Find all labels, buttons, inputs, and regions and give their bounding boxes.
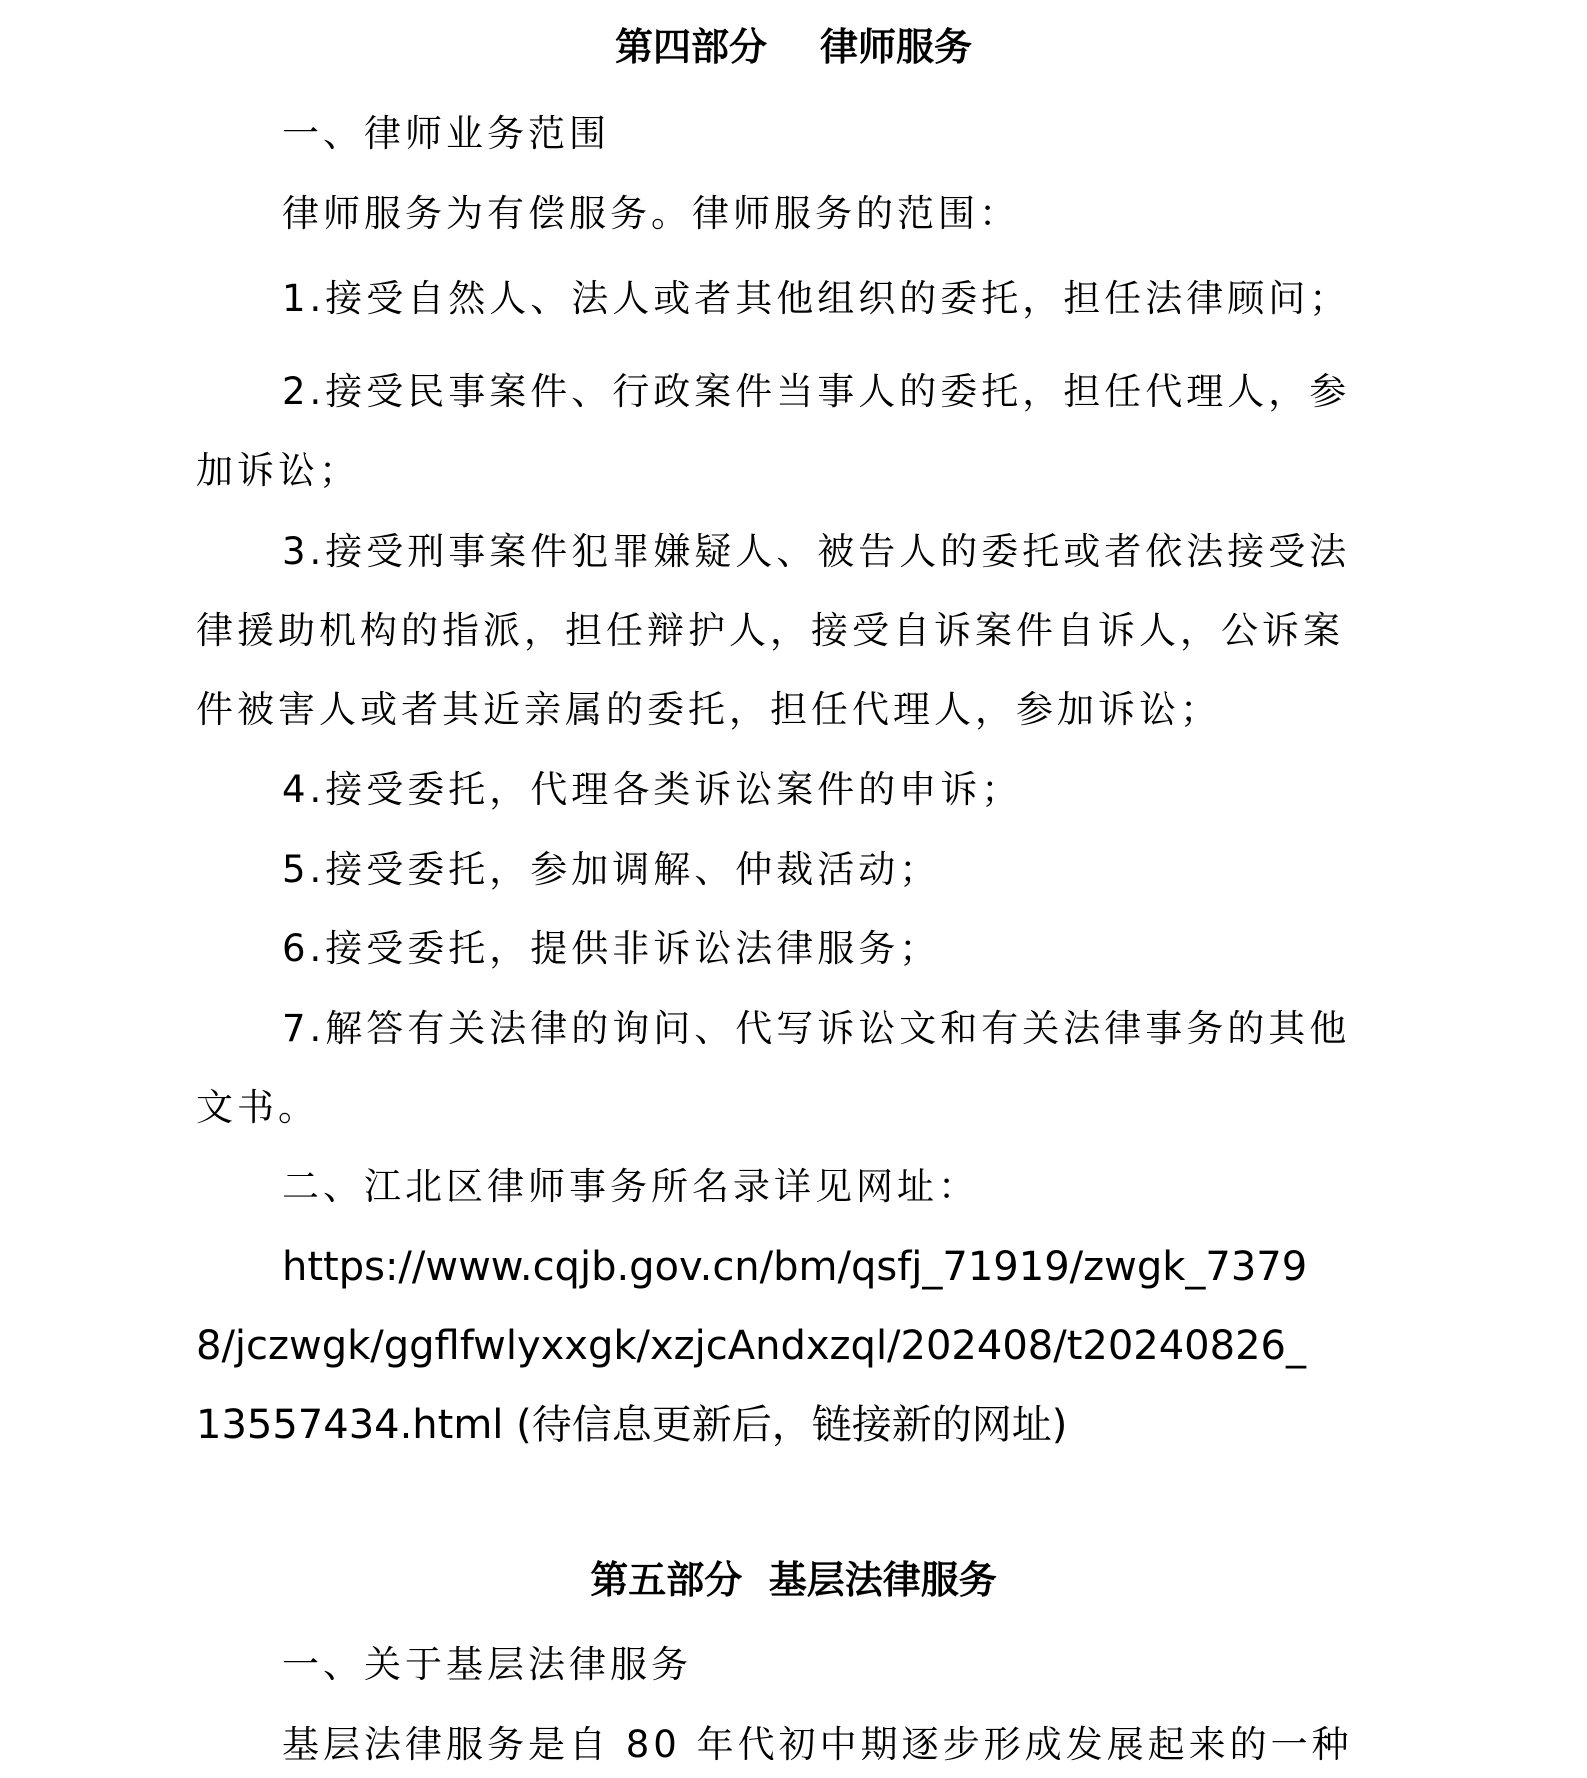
list-item-3-line-3: 件被害人或者其近亲属的委托，担任代理人，参加诉讼； xyxy=(196,688,1221,731)
intro-paragraph: 律师服务为有偿服务。律师服务的范围： xyxy=(282,192,1020,235)
list-item-2-line-2: 加诉讼； xyxy=(196,449,360,492)
list-item-1: 1.接受自然人、法人或者其他组织的委托，担任法律顾问； xyxy=(282,277,1351,320)
list-item-3-line-2: 律援助机构的指派，担任辩护人，接受自诉案件自诉人，公诉案 xyxy=(196,609,1344,652)
list-item-7-line-1: 7.解答有关法律的询问、代写诉讼文和有关法律事务的其他 xyxy=(282,1007,1351,1050)
list-item-7-line-2: 文书。 xyxy=(196,1086,319,1129)
list-item-3-line-1: 3.接受刑事案件犯罪嫌疑人、被告人的委托或者依法接受法 xyxy=(282,530,1351,573)
list-item-6: 6.接受委托，提供非诉讼法律服务； xyxy=(282,927,941,970)
list-item-4: 4.接受委托，代理各类诉讼案件的申诉； xyxy=(282,768,1023,811)
grassroots-paragraph-line-1: 基层法律服务是自 80 年代初中期逐步形成发展起来的一种 xyxy=(282,1723,1353,1766)
section-title-grassroots: 一、关于基层法律服务 xyxy=(282,1643,692,1686)
part4-heading: 第四部分 律师服务 xyxy=(615,25,972,69)
directory-url-line-3: 13557434.html (待信息更新后，链接新的网址) xyxy=(196,1402,1068,1448)
part5-heading: 第五部分 基层法律服务 xyxy=(590,1558,997,1602)
directory-url-line-1: https://www.cqjb.gov.cn/bm/qsfj_71919/zwgk_7379 xyxy=(282,1244,1308,1290)
list-item-2-line-1: 2.接受民事案件、行政案件当事人的委托，担任代理人，参 xyxy=(282,370,1351,413)
section-title-firm-directory: 二、江北区律师事务所名录详见网址： xyxy=(282,1165,979,1208)
section-title-lawyer-scope: 一、律师业务范围 xyxy=(282,112,610,155)
list-item-5: 5.接受委托，参加调解、仲裁活动； xyxy=(282,848,941,891)
directory-url-line-2: 8/jczwgk/ggflfwlyxxgk/xzjcAndxzql/202408/t20240826_ xyxy=(196,1323,1306,1369)
